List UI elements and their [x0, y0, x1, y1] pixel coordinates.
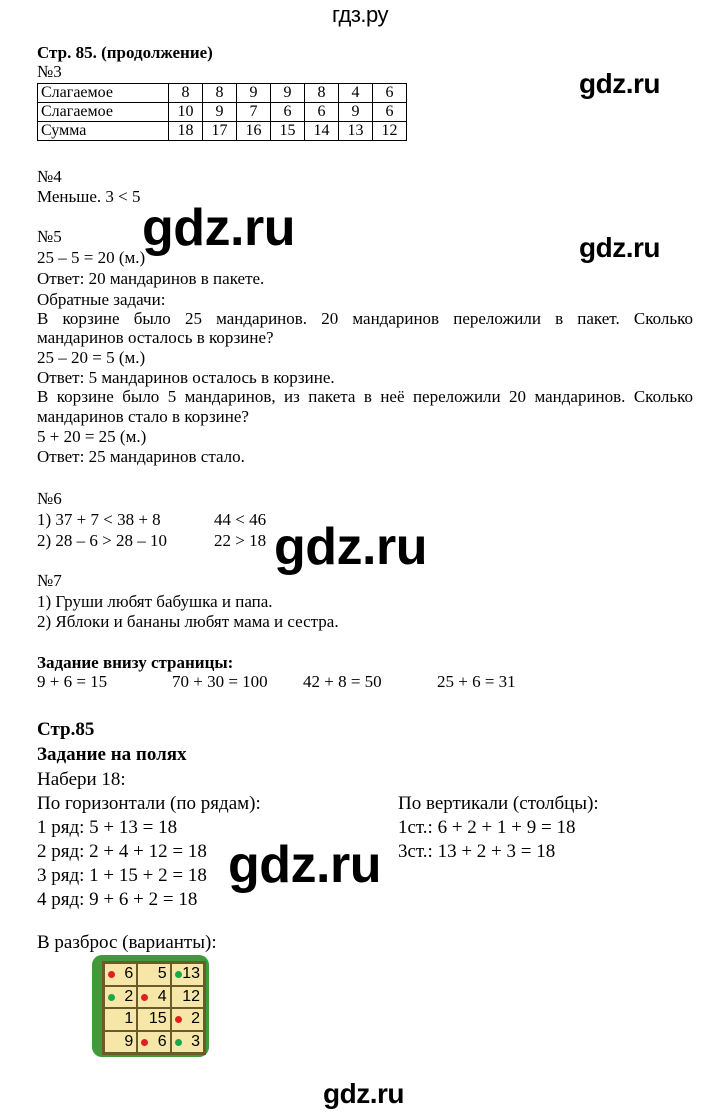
table-cell: 12 — [373, 122, 407, 141]
text-line: мандаринов стало в корзине? — [37, 407, 249, 426]
table-cell: 6 — [305, 103, 339, 122]
grid-cell — [137, 1008, 170, 1031]
table-cell: 6 — [373, 103, 407, 122]
grid-cell-value: 2 — [124, 987, 134, 1005]
text-line: Набери 18: — [37, 769, 126, 790]
marker-dot — [141, 994, 148, 1001]
grid-cell — [137, 1031, 170, 1054]
table-cell: 7 — [237, 103, 271, 122]
task-number: №4 — [37, 167, 62, 186]
table-cell: 8 — [203, 84, 237, 103]
equation: 25 + 6 = 31 — [437, 672, 516, 691]
watermark: gdz.ru — [274, 518, 427, 576]
table-cell: 10 — [169, 103, 203, 122]
row-label: Слагаемое — [38, 103, 169, 122]
text-line: В разброс (варианты): — [37, 932, 217, 953]
equation: 4 ряд: 9 + 6 + 2 = 18 — [37, 889, 198, 910]
table-cell: 9 — [339, 103, 373, 122]
equation: 2 ряд: 2 + 4 + 12 = 18 — [37, 841, 207, 862]
text-line: В корзине было 25 мандаринов. 20 мандаринов переложили в пакет. Сколько — [37, 309, 693, 328]
grid-cell — [104, 963, 137, 986]
table-cell: 17 — [203, 122, 237, 141]
task4-answer: Меньше. 3 < 5 — [37, 187, 141, 206]
table-row — [38, 84, 407, 103]
table-row — [38, 122, 407, 141]
table-cell: 13 — [339, 122, 373, 141]
text-line: 44 < 46 — [214, 510, 267, 529]
grid-cell-value: 3 — [191, 1032, 200, 1050]
task-number: №5 — [37, 227, 62, 246]
marker-dot — [108, 971, 115, 978]
task-number: №6 — [37, 489, 62, 508]
equation: 70 + 30 = 100 — [172, 672, 268, 691]
grid-cell-value: 15 — [148, 1010, 167, 1027]
site-header: гдз.ру — [331, 2, 389, 27]
table-cell: 9 — [237, 84, 271, 103]
grid-cell-value: 4 — [157, 987, 167, 1005]
section-title: Задание на полях — [37, 744, 187, 765]
grid-cell — [171, 986, 204, 1009]
section-page: Стр.85 — [37, 719, 95, 740]
grid-cell-value: 5 — [157, 965, 167, 982]
grid-cell — [171, 1008, 204, 1031]
marker-dot — [108, 994, 115, 1001]
text-line: Ответ: 20 мандаринов в пакете. — [37, 269, 265, 288]
text-line: Ответ: 25 мандаринов стало. — [37, 447, 245, 466]
text-line: В корзине было 5 мандаринов, из пакета в неё переложили 20 мандаринов. Сколько — [37, 387, 693, 406]
task-number: №3 — [37, 62, 62, 81]
grid-cell-value: 6 — [124, 965, 134, 982]
table-cell: 8 — [169, 84, 203, 103]
watermark: gdz.ru — [228, 836, 381, 894]
text-line: 25 – 5 = 20 (м.) — [37, 248, 146, 267]
text-line: По горизонтали (по рядам): — [37, 793, 261, 814]
text-line: 2) 28 – 6 > 28 – 10 — [37, 531, 167, 550]
text-line: Ответ: 5 мандаринов осталось в корзине. — [37, 368, 335, 387]
table-cell: 9 — [271, 84, 305, 103]
table-cell: 14 — [305, 122, 339, 141]
grid-cell — [137, 986, 170, 1009]
watermark: gdz.ru — [323, 1078, 404, 1109]
text-line: Обратные задачи: — [37, 290, 166, 309]
text-line: 1) 37 + 7 < 38 + 8 — [37, 510, 161, 529]
text-line: 25 – 20 = 5 (м.) — [37, 348, 146, 367]
grid-cell — [171, 1031, 204, 1054]
row-label: Сумма — [38, 122, 169, 141]
equation: 1ст.: 6 + 2 + 1 + 9 = 18 — [398, 817, 576, 838]
equation: 3 ряд: 1 + 15 + 2 = 18 — [37, 865, 207, 886]
equation: 42 + 8 = 50 — [303, 672, 382, 691]
grid-cell-value: 6 — [157, 1032, 167, 1050]
row-label: Слагаемое — [38, 84, 169, 103]
number-grid-puzzle — [92, 955, 209, 1057]
addition-table — [37, 83, 407, 141]
table-cell: 18 — [169, 122, 203, 141]
marker-dot — [175, 971, 182, 978]
text-line: По вертикали (столбцы): — [398, 793, 599, 814]
grid-cell — [171, 963, 204, 986]
marker-dot — [175, 1016, 182, 1023]
grid-cell — [104, 986, 137, 1009]
table-cell: 6 — [373, 84, 407, 103]
section-title: Задание внизу страницы: — [37, 653, 234, 672]
text-line: 5 + 20 = 25 (м.) — [37, 427, 147, 446]
table-cell: 16 — [237, 122, 271, 141]
table-cell: 9 — [203, 103, 237, 122]
marker-dot — [141, 1039, 148, 1046]
watermark: gdz.ru — [579, 68, 660, 99]
table-cell: 8 — [305, 84, 339, 103]
table-row — [38, 103, 407, 122]
text-line: 22 > 18 — [214, 531, 267, 550]
table-cell: 15 — [271, 122, 305, 141]
grid-cell-value: 13 — [182, 965, 200, 982]
text-line: 2) Яблоки и бананы любят мама и сестра. — [37, 612, 339, 631]
grid-cell — [137, 963, 170, 986]
watermark: gdz.ru — [142, 199, 295, 257]
task-number: №7 — [37, 571, 62, 590]
equation: 9 + 6 = 15 — [37, 672, 108, 691]
text-line: 1) Груши любят бабушка и папа. — [37, 592, 273, 611]
grid-cell-value: 9 — [124, 1032, 134, 1050]
grid-cell — [104, 1031, 137, 1054]
grid-cell-value: 2 — [191, 1010, 200, 1027]
marker-dot — [175, 1039, 182, 1046]
grid-cell — [104, 1008, 137, 1031]
text-line: мандаринов осталось в корзине? — [37, 328, 274, 347]
equation: 3ст.: 13 + 2 + 3 = 18 — [398, 841, 556, 862]
grid-cell-value: 12 — [182, 987, 200, 1005]
page-title: Стр. 85. (продолжение) — [37, 43, 213, 62]
grid-cell-value: 1 — [124, 1010, 134, 1027]
table-cell: 6 — [271, 103, 305, 122]
table-cell: 4 — [339, 84, 373, 103]
watermark: gdz.ru — [579, 232, 660, 263]
equation: 1 ряд: 5 + 13 = 18 — [37, 817, 178, 838]
